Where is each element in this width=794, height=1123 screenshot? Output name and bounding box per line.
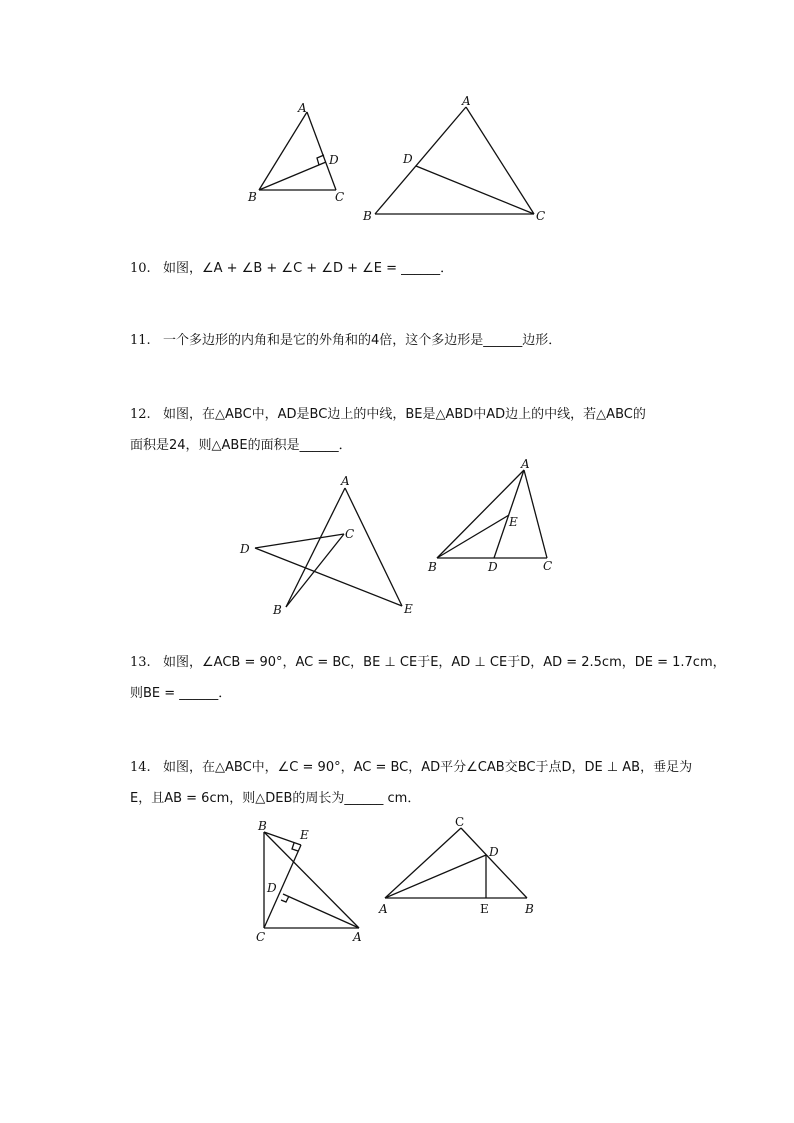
figure-top-right [360,92,560,227]
question-number: 10. [130,261,151,276]
label-a: A [353,930,362,944]
right-angle-mark-d [281,896,289,902]
label-e: E [404,602,413,616]
segment-ba [264,832,359,928]
question-14 [130,752,692,814]
segment-ad [494,470,524,558]
label-c: C [256,930,266,944]
label-a: A [341,474,350,488]
label-d: D [329,153,339,167]
label-a: A [298,101,307,115]
label-c: C [345,527,355,541]
segment-ab [437,470,524,558]
question-text: 如图，∠A + ∠B + ∠C + ∠D + ∠E = ______． [163,261,454,276]
question-text: 如图，∠ACB = 90°，AC = BC，BE ⊥ CE于E，AD ⊥ CE于D，AD = 2.5cm，DE = 1.7cm， [163,655,726,670]
label-d: D [488,560,498,574]
segment-ab [259,112,307,190]
segment-ca [385,828,461,898]
segment-cd [255,534,344,548]
label-b: B [248,190,257,204]
label-d: D [240,542,250,556]
segment-bd [259,162,326,190]
segment-ab [375,107,466,214]
segment-ac [524,470,547,558]
question-number: 14. [130,760,151,775]
question-11 [130,325,561,356]
question-line: 则BE = ______． [130,686,232,701]
figure-top-left [240,98,360,208]
figure-mid-left [232,470,422,620]
figure-mid-right [425,455,565,580]
label-d: D [403,152,413,166]
question-line: E，且AB = 6cm，则△DEB的周长为______ cm． [130,791,421,806]
label-c: C [543,559,553,573]
segment-ac [466,107,534,214]
question-10 [130,253,453,284]
segment-cb [461,828,527,898]
question-line [130,647,726,678]
question-text: 如图，在△ABC中，∠C = 90°，AC = BC，AD平分∠CAB交BC于点D，DE ⊥ AB，垂足为 [163,760,693,775]
label-d: D [267,881,277,895]
figure-bot-right [375,810,545,920]
question-text: 一个多边形的内角和是它的外角和的4倍，这个多边形是______边形． [163,333,562,348]
question-number: 11. [130,333,151,348]
label-c: C [536,209,546,223]
segment-ac [307,112,336,190]
label-b: B [258,819,267,833]
label-d: D [489,845,499,859]
segment-ae [345,488,402,606]
segment-dc [416,166,534,214]
label-b: B [525,902,534,916]
segment-de [255,548,402,606]
question-text: 如图，在△ABC中，AD是BC边上的中线，BE是△ABD中AD边上的中线，若△ABC的 [163,407,646,422]
question-number: 12. [130,407,151,422]
label-b: B [428,560,437,574]
label-c: C [335,190,345,204]
segment-bc [286,534,344,607]
question-line [130,752,692,783]
label-e: E [480,902,489,916]
segment-ab [286,488,345,607]
label-b: B [273,603,282,617]
segment-ad [385,855,486,898]
label-e: E [300,828,309,842]
label-c: C [455,815,465,829]
label-b: B [363,209,372,223]
question-number: 13. [130,655,151,670]
question-line: 面积是24，则△ABE的面积是______． [130,438,352,453]
segment-ad [283,894,359,928]
label-e: E [509,515,518,529]
label-a: A [379,902,388,916]
question-12 [130,399,646,461]
question-13 [130,647,726,709]
label-a: A [462,94,471,108]
figure-bot-left [250,815,375,950]
label-a: A [521,457,530,471]
question-line [130,399,646,430]
